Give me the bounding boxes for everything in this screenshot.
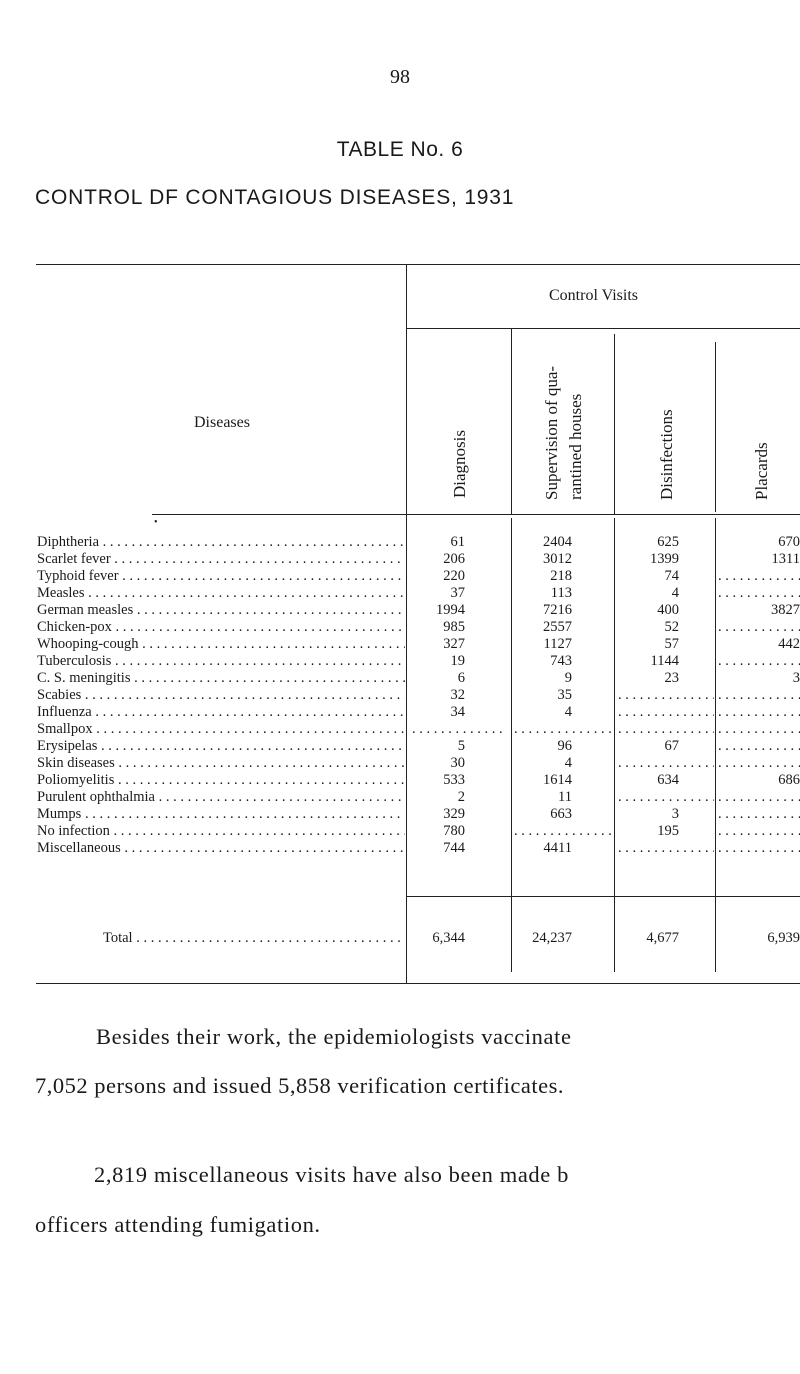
control-visits-rule <box>407 328 800 329</box>
supervision-cell: 4 <box>564 704 572 720</box>
disease-name: Tuberculosis . . . <box>37 653 405 669</box>
paragraph-2-line-2: officers attending fumigation. <box>35 1212 321 1237</box>
disease-name: Diphtheria . . . <box>37 534 405 550</box>
disease-name: Measles . . . <box>37 585 405 601</box>
control-visits-header: Control Visits <box>549 287 638 304</box>
header-bottom-rule <box>152 514 800 515</box>
supervision-cell: 663 <box>550 806 572 822</box>
disease-name: C. S. meningitis . . . <box>37 670 405 686</box>
disinfections-leader <box>618 755 714 771</box>
disinfections-leader <box>618 840 714 856</box>
placards-cell: 3 <box>792 670 800 686</box>
disease-name: Influenza . . . <box>37 704 405 720</box>
placards-leader <box>718 738 800 754</box>
total-supervision: 24,237 <box>532 930 572 946</box>
table-row <box>0 568 800 584</box>
placards-leader <box>718 806 800 822</box>
disease-name: No infection . . . <box>37 823 405 839</box>
table-row <box>0 806 800 822</box>
table-title: CONTROL DF CONTAGIOUS DISEASES, 1931 <box>35 186 515 209</box>
diagnosis-cell: 2 <box>457 789 465 805</box>
supervision-cell: 11 <box>558 789 572 805</box>
table-row <box>0 738 800 754</box>
table-row <box>0 585 800 601</box>
table-row <box>0 840 800 856</box>
diagnosis-cell: 61 <box>450 534 465 550</box>
diagnosis-cell: 985 <box>443 619 465 635</box>
diagnosis-cell: 1994 <box>436 602 465 618</box>
supervision-leader <box>514 823 612 839</box>
table-row <box>0 789 800 805</box>
disease-name: Miscellaneous . . . <box>37 840 405 856</box>
diagnosis-cell: 30 <box>450 755 465 771</box>
table-row <box>0 721 800 737</box>
table-row <box>0 704 800 720</box>
total-diagnosis: 6,344 <box>432 930 465 946</box>
placards-leader <box>718 704 800 720</box>
total-placards: 6,939 <box>767 930 800 946</box>
disease-name: Chicken-pox . . . <box>37 619 405 635</box>
supervision-cell: 35 <box>557 687 572 703</box>
placards-cell: 686 <box>778 772 800 788</box>
table-row <box>0 534 800 550</box>
disinfections-cell: 23 <box>664 670 679 686</box>
disinfections-cell: 634 <box>657 772 679 788</box>
placards-cell: 1311 <box>771 551 800 567</box>
diagnosis-cell: 327 <box>443 636 465 652</box>
disinfections-leader <box>618 687 714 703</box>
table-row <box>0 670 800 686</box>
supervision-cell: 4 <box>564 755 572 771</box>
disease-name: Poliomyelitis . . . <box>37 772 405 788</box>
table-label: TABLE No. 6 <box>336 138 464 161</box>
total-label: Total . . . <box>103 930 405 946</box>
placards-leader <box>718 840 800 856</box>
disease-name: German measles . . . <box>37 602 405 618</box>
diagnosis-cell: 37 <box>450 585 465 601</box>
table-row <box>0 653 800 669</box>
disease-name: Skin diseases . . . <box>37 755 405 771</box>
supervision-cell: 9 <box>564 670 572 686</box>
diagnosis-cell: 5 <box>457 738 465 754</box>
disease-name: Mumps . . . <box>37 806 405 822</box>
diagnosis-leader <box>412 721 504 737</box>
disease-name: Scarlet fever . . . <box>37 551 405 567</box>
diagnosis-cell: 32 <box>450 687 465 703</box>
placards-cell: 3827 <box>771 602 800 618</box>
diseases-header: Diseases <box>194 414 250 431</box>
placards-leader <box>718 721 800 737</box>
disease-name: Typhoid fever . . . <box>37 568 405 584</box>
table-top-rule <box>36 264 800 265</box>
supervision-cell: 218 <box>550 568 572 584</box>
disinfections-leader <box>618 789 714 805</box>
supervision-cell: 1614 <box>543 772 572 788</box>
disinfections-cell: 400 <box>657 602 679 618</box>
paragraph-1-line-2: 7,052 persons and issued 5,858 verification certificates. <box>35 1073 564 1098</box>
table-row <box>0 823 800 839</box>
placards-leader <box>718 823 800 839</box>
placards-leader <box>718 568 800 584</box>
diagnosis-header: Diagnosis <box>450 430 469 498</box>
placards-leader <box>718 789 800 805</box>
diagnosis-cell: 533 <box>443 772 465 788</box>
disease-name: Smallpox . . . <box>37 721 405 737</box>
diagnosis-cell: 19 <box>450 653 465 669</box>
disinfections-cell: 195 <box>657 823 679 839</box>
diagnosis-cell: 6 <box>457 670 465 686</box>
paragraph-1-line-1: Besides their work, the epidemiologists vaccinate <box>96 1024 572 1049</box>
placards-leader <box>718 585 800 601</box>
supervision-cell: 113 <box>550 585 572 601</box>
disinfections-leader <box>618 704 714 720</box>
table-row <box>0 687 800 703</box>
supervision-header-line1: Supervision of qua- <box>542 365 561 500</box>
supervision-header-line2: rantined houses <box>566 393 585 500</box>
diagnosis-cell: 329 <box>443 806 465 822</box>
diagnosis-cell: 780 <box>443 823 465 839</box>
table-bottom-rule <box>36 983 800 984</box>
placards-cell: 442 <box>778 636 800 652</box>
supervision-cell: 3012 <box>543 551 572 567</box>
disinfections-header: Disinfections <box>657 409 676 500</box>
supervision-leader <box>514 721 612 737</box>
disinfections-cell: 74 <box>664 568 679 584</box>
page-number: 98 <box>390 66 410 88</box>
diagnosis-cell: 220 <box>443 568 465 584</box>
supervision-cell: 1127 <box>543 636 572 652</box>
disinfections-cell: 4 <box>671 585 679 601</box>
supervision-cell: 743 <box>550 653 572 669</box>
placards-leader <box>718 755 800 771</box>
disease-name: Purulent ophthalmia . . . <box>37 789 405 805</box>
disinfections-cell: 52 <box>664 619 679 635</box>
table-row <box>0 551 800 567</box>
table-row <box>0 772 800 788</box>
supervision-cell: 2557 <box>543 619 572 635</box>
disease-name: Erysipelas . . . <box>37 738 405 754</box>
placards-leader <box>718 653 800 669</box>
placards-leader <box>718 619 800 635</box>
col-divider-diagnosis <box>511 328 512 514</box>
diagnosis-cell: 744 <box>443 840 465 856</box>
total-row <box>0 930 800 946</box>
diagnosis-cell: 206 <box>443 551 465 567</box>
total-disinfections: 4,677 <box>646 930 679 946</box>
col-divider-supervision <box>614 334 615 514</box>
table-row <box>0 619 800 635</box>
disinfections-leader <box>618 721 714 737</box>
table-row <box>0 636 800 652</box>
placards-cell: 670 <box>778 534 800 550</box>
supervision-cell: 4411 <box>543 840 572 856</box>
diagnosis-cell: 34 <box>450 704 465 720</box>
placards-leader <box>718 687 800 703</box>
table-row <box>0 755 800 771</box>
disinfections-cell: 67 <box>664 738 679 754</box>
placards-header: Placards <box>752 442 771 500</box>
total-top-rule <box>407 896 800 897</box>
supervision-cell: 96 <box>557 738 572 754</box>
col-divider-disinfections <box>715 342 716 512</box>
disinfections-cell: 57 <box>664 636 679 652</box>
stray-mark: • <box>154 517 158 528</box>
paragraph-2-line-1: 2,819 miscellaneous visits have also been made b <box>94 1162 569 1187</box>
disinfections-cell: 3 <box>671 806 679 822</box>
disinfections-cell: 1399 <box>650 551 679 567</box>
disinfections-cell: 625 <box>657 534 679 550</box>
supervision-cell: 2404 <box>543 534 572 550</box>
disease-name: Whooping-cough . . . <box>37 636 405 652</box>
table-row <box>0 602 800 618</box>
disease-name: Scabies . . . <box>37 687 405 703</box>
disinfections-cell: 1144 <box>650 653 679 669</box>
supervision-cell: 7216 <box>543 602 572 618</box>
